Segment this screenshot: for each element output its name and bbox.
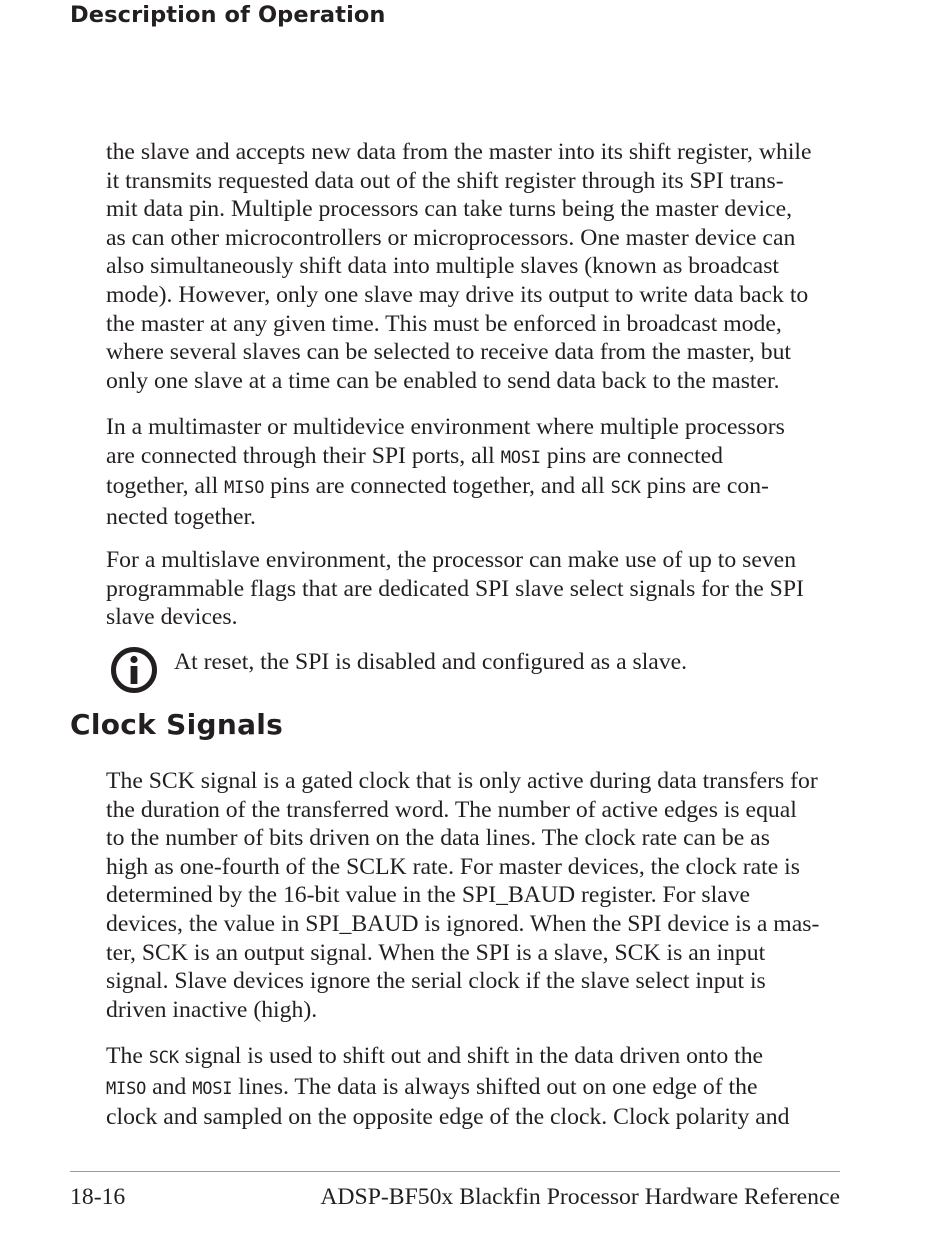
text-line: ter, SCK is an output signal. When the SPI is a slave, SCK is an input bbox=[106, 939, 766, 966]
text-line: mit data pin. Multiple processors can take turns being the master device, bbox=[106, 196, 793, 223]
code-term: MISO bbox=[224, 478, 265, 499]
body-paragraph bbox=[106, 1042, 842, 1132]
text-line bbox=[106, 472, 842, 503]
note-callout bbox=[106, 640, 842, 700]
text-segment: signal is used to shift out and shift in the data driven onto the bbox=[178, 1043, 764, 1069]
body-paragraph bbox=[106, 138, 842, 395]
text-segment: lines. The data is always shifted out on one edge of the bbox=[232, 1073, 758, 1100]
text-segment: The bbox=[106, 1043, 149, 1069]
body-paragraph bbox=[106, 767, 842, 1024]
info-icon bbox=[110, 646, 158, 694]
text-line: mode). However, only one slave may drive its output to write data back to bbox=[106, 281, 809, 308]
text-line: signal. Slave devices ignore the serial clock if the slave select input is bbox=[106, 968, 766, 995]
text-line: driven inactive (high). bbox=[106, 996, 318, 1023]
text-line: determined by the 16-bit value in the SPI_BAUD register. For slave bbox=[106, 882, 751, 909]
text-line: the master at any given time. This must be enforced in broadcast mode, bbox=[106, 310, 782, 337]
text-line bbox=[106, 1042, 842, 1073]
code-term: MOSI bbox=[192, 1078, 233, 1099]
body-paragraph bbox=[106, 546, 842, 632]
code-term: MOSI bbox=[500, 447, 541, 468]
text-segment: pins are con- bbox=[640, 473, 769, 500]
text-line: also simultaneously shift data into multiple slaves (known as broadcast bbox=[106, 253, 780, 280]
document-title: ADSP-BF50x Blackfin Processor Hardware Reference bbox=[320, 1184, 840, 1210]
text-line: the duration of the transferred word. The number of active edges is equal bbox=[106, 796, 797, 823]
text-line bbox=[106, 442, 842, 473]
text-line: the slave and accepts new data from the master into its shift register, while bbox=[106, 139, 812, 165]
code-term: SCK bbox=[148, 1048, 179, 1068]
text-segment: are connected through their SPI ports, all bbox=[106, 442, 501, 469]
text-line: slave devices. bbox=[106, 604, 238, 631]
text-line bbox=[106, 1073, 842, 1104]
code-term: MISO bbox=[106, 1078, 147, 1099]
text-line: For a multislave environment, the processor can make use of up to seven bbox=[106, 547, 797, 573]
text-line: only one slave at a time can be enabled to send data back to the master. bbox=[106, 367, 780, 394]
text-line: it transmits requested data out of the shift register through its SPI trans- bbox=[106, 167, 784, 194]
note-text: At reset, the SPI is disabled and configured as a slave. bbox=[174, 649, 688, 675]
text-segment: pins are connected bbox=[540, 442, 724, 469]
section-heading: Clock Signals bbox=[70, 708, 284, 741]
text-line: to the number of bits driven on the data lines. The clock rate can be as bbox=[106, 825, 770, 852]
text-line: high as one-fourth of the SCLK rate. For master devices, the clock rate is bbox=[106, 853, 800, 880]
text-line: where several slaves can be selected to receive data from the master, but bbox=[106, 339, 792, 366]
text-line: devices, the value in SPI_BAUD is ignored. When the SPI device is a mas- bbox=[106, 910, 820, 937]
code-term: SCK bbox=[610, 478, 641, 499]
text-segment: pins are connected together, and all bbox=[264, 473, 611, 500]
running-header: Description of Operation bbox=[70, 2, 386, 28]
text-segment: together, all bbox=[106, 473, 225, 500]
body-paragraph bbox=[106, 413, 842, 531]
page-number: 18-16 bbox=[70, 1184, 126, 1210]
text-line: The SCK signal is a gated clock that is only active during data transfers for bbox=[106, 768, 818, 794]
text-line: nected together. bbox=[106, 503, 256, 530]
text-line: In a multimaster or multidevice environment where multiple processors bbox=[106, 414, 785, 440]
text-line: clock and sampled on the opposite edge of the clock. Clock polarity and bbox=[106, 1104, 790, 1131]
text-line: programmable flags that are dedicated SPI slave select signals for the SPI bbox=[106, 575, 804, 602]
footer-divider bbox=[70, 1171, 840, 1172]
text-line: as can other microcontrollers or microprocessors. One master device can bbox=[106, 224, 796, 251]
text-segment: and bbox=[146, 1073, 193, 1100]
